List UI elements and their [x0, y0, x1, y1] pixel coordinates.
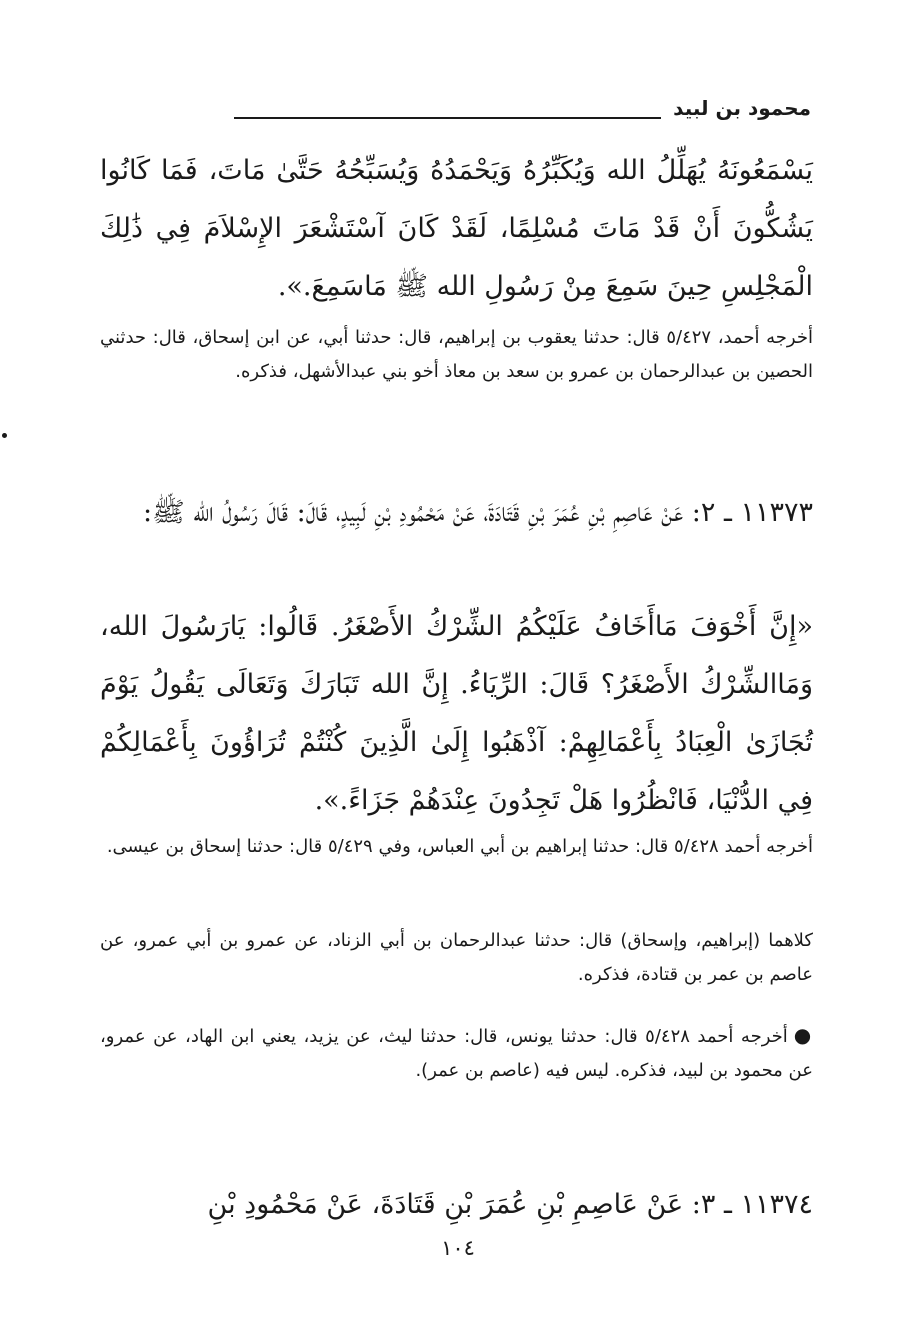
hadith-11373-matn: «إِنَّ أَخْوَفَ مَاأَخَافُ عَلَيْكُمُ الشِّرْكُ الأَصْغَرُ. قَالُوا: يَارَسُولَ الله، وَمَاالشِّرْكُ الأَصْغَرُ؟ قَالَ: الرِّيَاءُ. إِنَّ الله تَبَارَكَ وَتَعَالَى يَقُولُ يَوْمَ تُجَازَىٰ الْعِبَادُ بِأَعْمَالِهِمْ: آذْهَبُوا إِلَىٰ الَّذِينَ كُنْتُمْ تُرَاؤُونَ بِأَعْمَالِكُمْ فِي الدُّنْيَا، فَانْظُرُوا هَلْ تَجِدُونَ عِنْدَهُمْ جَزَاءً.».: [100, 611, 813, 816]
takhrij-note-4: [100, 1018, 813, 1088]
takhrij-note-4-text: أخرجه أحمد ٥/٤٢٨ قال: حدثنا يونس، قال: حدثنا ليث، عن يزيد، يعني ابن الهاد، عن عمرو، عن محمود بن لبيد، فذكره. ليس فيه (عاصم بن عمر).: [100, 1026, 813, 1081]
page-number: ١٠٤: [441, 1236, 475, 1260]
takhrij-note-1: أخرجه أحمد، ٥/٤٢٧ قال: حدثنا يعقوب بن إبراهيم، قال: حدثنا أبي، عن ابن إسحاق، قال: حدثني الحصين بن عبدالرحمان بن عمرو بن سعد بن معاذ أخو بني عبدالأشهل، فذكره.: [100, 327, 813, 382]
takhrij-note-2: أخرجه أحمد ٥/٤٢٨ قال: حدثنا إبراهيم بن أبي العباس، وفي ٥/٤٢٩ قال: حدثنا إسحاق بن عيسى.: [106, 836, 813, 857]
running-header: [96, 96, 811, 136]
hadith-11373-isnad: ١١٣٧٣ ـ ٢: عَنْ عَاصِمِ بْنِ عُمَرَ بْنِ قَتَادَةَ، عَنْ مَحْمُودِ بْنِ لَبِيدٍ، قَالَ: قَالَ رَسُولُ الله ﷺ:: [143, 497, 813, 528]
takhrij-note-3: كلاهما (إبراهيم، وإسحاق) قال: حدثنا عبدالرحمان بن أبي الزناد، عن عمرو بن أبي عمرو، عن عاصم بن عمر بن قتادة، فذكره.: [100, 930, 813, 985]
margin-mark: [2, 433, 7, 438]
hadith-continuation: يَسْمَعُونَهُ يُهَلِّلُ الله وَيُكَبِّرُهُ وَيَحْمَدُهُ وَيُسَبِّحُهُ حَتَّىٰ مَاتَ، فَمَا كَانُوا يَشُكُّونَ أَنْ قَدْ مَاتَ مُسْلِمًا، لَقَدْ كَانَ آسْتَشْعَرَ الإِسْلاَمَ فِي ذَٰلِكَ الْمَجْلِسِ حِينَ سَمِعَ مِنْ رَسُولِ الله ﷺ مَاسَمِعَ.».: [100, 155, 813, 302]
header-title: محمود بن لبيد: [673, 96, 811, 120]
hadith-11374-isnad: ١١٣٧٤ ـ ٣: عَنْ عَاصِمِ بْنِ عُمَرَ بْنِ قَتَادَةَ، عَنْ مَحْمُودِ بْنِ: [207, 1189, 813, 1220]
header-rule: [234, 117, 661, 119]
bullet-marker: ●: [793, 1023, 814, 1047]
